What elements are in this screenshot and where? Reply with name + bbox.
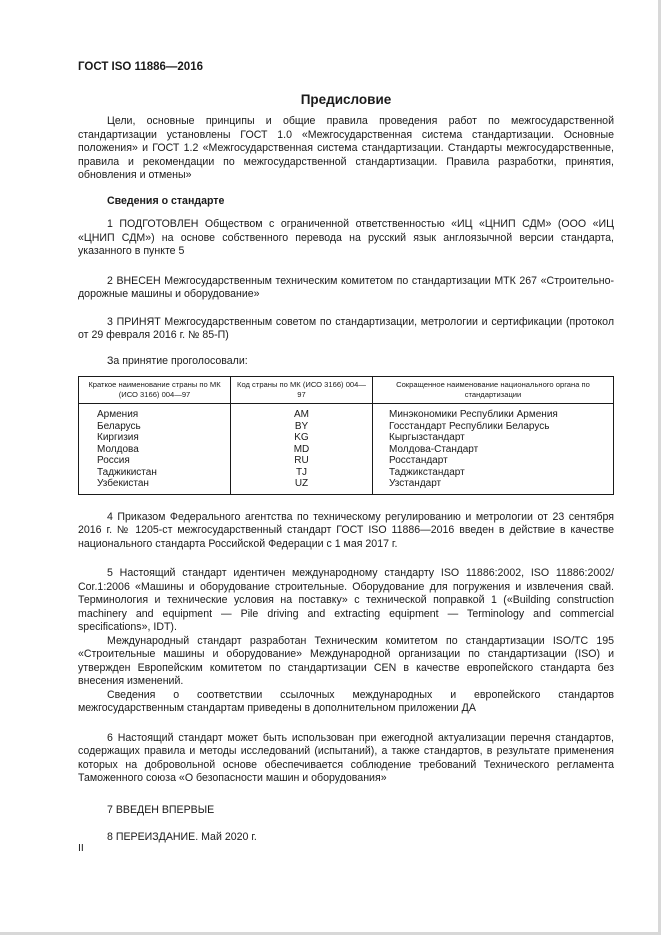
table-row	[79, 444, 614, 456]
country-cell: Россия	[79, 455, 231, 467]
item-2-introduced: 2 ВНЕСЕН Межгосударственным техническим комитетом по стандартизации МТК 267 «Строительно-дорожные машины и оборудование»	[78, 274, 614, 300]
col-header-country: Краткое наименование страны по МК (ИСО 3166) 004—97	[79, 377, 231, 404]
code-cell: BY	[231, 421, 373, 433]
intro-paragraph: Цели, основные принципы и общие правила проведения работ по межгосударственной стандартизации установлены ГОСТ 1.0 «Межгосударственная система стандартизации. Основные положения» и ГОСТ 1.2 «Межгосударственная система стандартизации. Стандарты межгосударственные, правила и рекомендации по межгосударственной стандартизации. Правила разработки, принятия, обновления и отмены»	[78, 115, 614, 181]
code-cell: AM	[231, 404, 373, 421]
body-cell: Госстандарт Республики Беларусь	[373, 421, 614, 433]
table-row	[79, 421, 614, 433]
country-cell: Беларусь	[79, 421, 231, 433]
vote-table	[78, 376, 614, 495]
table-row	[79, 432, 614, 444]
country-cell: Армения	[79, 404, 231, 421]
country-cell: Таджикистан	[79, 467, 231, 479]
code-cell: UZ	[231, 478, 373, 494]
country-cell: Молдова	[79, 444, 231, 456]
page-number: II	[78, 842, 84, 854]
info-heading: Сведения о стандарте	[107, 194, 225, 207]
page-title: Предисловие	[300, 92, 392, 107]
country-cell: Киргизия	[79, 432, 231, 444]
body-cell: Таджикстандарт	[373, 467, 614, 479]
code-cell: KG	[231, 432, 373, 444]
col-header-body: Сокращенное наименование национального органа по стандартизации	[373, 377, 614, 404]
item-5-iso-tc: Международный стандарт разработан Техническим комитетом по стандартизации ISO/TC 195 «Строительные машины и оборудование» Международной организации по стандартизации (ISO) и утвержден Европейским комитетом по стандартизации CEN в качестве европейского стандарта без внесения изменений.	[78, 634, 614, 687]
item-3-adopted: 3 ПРИНЯТ Межгосударственным советом по стандартизации, метрологии и сертификации (протокол от 29 февраля 2016 г. № 85-П)	[78, 315, 614, 341]
country-cell: Узбекистан	[79, 478, 231, 494]
item-6-usage: 6 Настоящий стандарт может быть использован при ежегодной актуализации перечня стандартов, содержащих правила и методы исследований (испытаний), а также стандартов, в результате применения которых на добровольной основе обеспечивается соблюдение требований Технического регламента Таможенного союза «О безопасности машин и оборудования»	[78, 731, 614, 784]
body-cell: Росстандарт	[373, 455, 614, 467]
vote-caption: За принятие проголосовали:	[107, 354, 248, 367]
foreword-body	[78, 115, 614, 845]
body-cell: Минэкономики Республики Армения	[373, 404, 614, 421]
col-header-code: Код страны по МК (ИСО 3166) 004—97	[231, 377, 373, 404]
item-4-order: 4 Приказом Федерального агентства по техническому регулированию и метрологии от 23 сентября 2016 г. № 1205-ст межгосударственный стандарт ГОСТ ISO 11886—2016 введен в действие в качестве национального стандарта Российской Федерации с 1 мая 2017 г.	[78, 510, 614, 550]
item-7-first-introduced: 7 ВВЕДЕН ВПЕРВЫЕ	[107, 803, 215, 816]
table-row	[79, 467, 614, 479]
item-5-identical: 5 Настоящий стандарт идентичен международному стандарту ISO 11886:2002, ISO 11886:2002/ Cor.1:2006 «Машины и оборудование строительные. Оборудование для погружения и извлечения свай. Терминология и технические условия на поставку» с технической поправкой 1 («Building construction machinery and equipment — Pile driving and extracting equipment — Terminology and commercial specifications», IDT).	[78, 567, 614, 633]
item-1-prepared: 1 ПОДГОТОВЛЕН Обществом с ограниченной ответственностью «ИЦ «ЦНИП СДМ» (ООО «ИЦ «ЦНИП СДМ») на основе собственного перевода на русский язык англоязычной версии стандарта, указанного в пункте 5	[78, 218, 614, 257]
body-cell: Кыргызстандарт	[373, 432, 614, 444]
body-cell: Узстандарт	[373, 478, 614, 494]
table-row	[79, 478, 614, 494]
code-cell: MD	[231, 444, 373, 456]
item-5-references: Сведения о соответствии ссылочных международных и европейского стандартов межгосударственным стандартам приведены в дополнительном приложении ДА	[78, 688, 614, 714]
code-cell: RU	[231, 455, 373, 467]
table-row	[79, 455, 614, 467]
table-row	[79, 404, 614, 421]
standard-number: ГОСТ ISO 11886—2016	[78, 61, 203, 73]
code-cell: TJ	[231, 467, 373, 479]
vote-table-header	[79, 377, 614, 404]
body-cell: Молдова-Стандарт	[373, 444, 614, 456]
item-8-reissue: 8 ПЕРЕИЗДАНИЕ. Май 2020 г.	[107, 831, 257, 843]
